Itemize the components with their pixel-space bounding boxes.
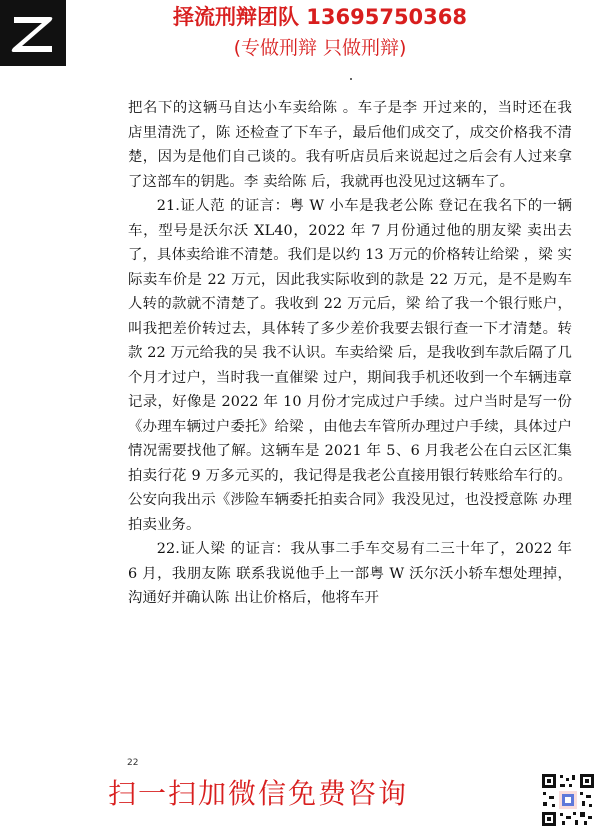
z-logo-icon [0, 0, 66, 66]
scan-speck [350, 78, 352, 80]
header [120, 2, 520, 62]
header-title: 择流刑辩团队 13695750368 [172, 5, 468, 29]
qr-code-icon[interactable] [540, 772, 596, 828]
paragraph-2: 21.证人范 的证言：粤 W 小车是我老公陈 登记在我名下的一辆车，型号是沃尔沃 XL40，2022 年 7 月份通过他的朋友梁 卖出去了，具体卖给谁不清楚。我们是以约 13 万元的价格转让给梁 ，梁 实际卖车价是 22 万元，因此我实际收到的款是 22 万元，是不是购车人转的款就不清楚了。我收到 22 万元后，梁 给了我一个银行账户，叫我把差价转过去，具体转了多少差价我要去银行查一下才清楚。转款 22 万元给我的吴 我不认识。车卖给梁 后，是我收到车款后隔了几个月才过户，当时我一直催梁 过户，期间我手机还收到一个车辆违章记录，好像是 2022 年 10 月份才完成过户手续。过户当时是写一份《办理车辆过户委托》给梁 ，由他去车管所办理过户手续，具体过户情况需要找他了解。这辆车是 2021 年 5、6 月我老公在白云区汇集拍卖行花 9 万多元买的，我记得是我老公直接用银行转账给车行的。公安向我出示《涉险车辆委托拍卖合同》我没见过，也没授意陈 办理拍卖业务。 [128, 198, 572, 533]
document-body [128, 96, 572, 611]
paragraph-1: 把名下的这辆马自达小车卖给陈 。车子是李 开过来的，当时还在我店里清洗了，陈 还检查了下车子，最后他们成交了，成交价格我不清楚，因为是他们自己谈的。我有听店员后来说起过之后会有人过来拿了这部车的钥匙。李 卖给陈 后，我就再也没见过这辆车了。 [128, 100, 572, 190]
header-subtitle: (专做刑辩 只做刑辩) [233, 37, 407, 59]
footer-banner: 扫一扫加微信免费咨询 [108, 777, 409, 810]
paragraph-3: 22.证人梁 的证言：我从事二手车交易有二三十年了，2022 年 6 月，我朋友陈 联系我说他手上一部粤 W 沃尔沃小轿车想处理掉，沟通好并确认陈 出让价格后，他将车开 [128, 541, 572, 606]
page-number: 22 [127, 758, 139, 768]
